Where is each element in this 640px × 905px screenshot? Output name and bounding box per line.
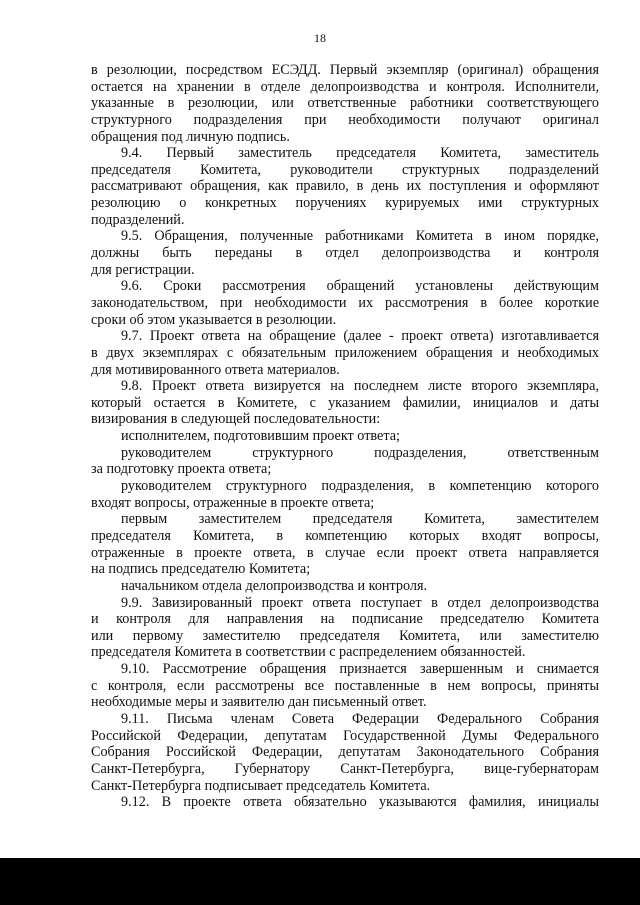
text-line: Российской Федерации, депутатам Государственной Думы Федерального: [91, 727, 599, 744]
text-line: входят вопросы, отраженные в проекте ответа;: [91, 494, 375, 511]
document-body: [91, 62, 599, 811]
text-line: председателя Комитета, в компетенцию которых входят вопросы,: [91, 527, 599, 544]
text-line: 9.6. Сроки рассмотрения обращений установлены действующим: [121, 278, 599, 295]
text-line: 9.8. Проект ответа визируется на последнем листе второго экземпляра,: [121, 378, 599, 395]
text-line: начальником отдела делопроизводства и контроля.: [121, 577, 428, 594]
text-line: на подпись председателю Комитета;: [91, 561, 311, 578]
scan-border: [0, 858, 640, 905]
text-line: 9.11. Письма членам Совета Федерации Федерального Собрания: [121, 710, 599, 727]
text-line: 9.4. Первый заместитель председателя Комитета, заместитель: [121, 145, 599, 162]
text-line: и контроля для направления на подписание председателю Комитета: [91, 611, 599, 628]
text-line: 9.5. Обращения, полученные работниками Комитета в ином порядке,: [121, 228, 599, 245]
text-line: за подготовку проекта ответа;: [91, 461, 272, 478]
text-line: сроки об этом указывается в резолюции.: [91, 311, 337, 328]
text-line: визирования в следующей последовательности:: [91, 411, 381, 428]
text-line: в резолюции, посредством ЕСЭДД. Первый экземпляр (оригинал) обращения: [91, 62, 599, 78]
text-line: Собрания Российской Федерации, депутатам Законодательного Собрания: [91, 744, 599, 761]
text-line: законодательством, при необходимости их рассмотрения в более короткие: [91, 294, 599, 311]
text-line: первым заместителем председателя Комитета, заместителем: [121, 511, 599, 528]
text-line: 9.12. В проекте ответа обязательно указываются фамилия, инициалы: [121, 794, 599, 811]
text-line: рассматривают обращения, как правило, в день их поступления и оформляют: [91, 178, 599, 195]
text-line: структурного подразделения при необходимости получают оригинал: [91, 111, 599, 128]
text-line: председателя Комитета в соответствии с распределением обязанностей.: [91, 644, 526, 661]
text-line: 9.9. Завизированный проект ответа поступает в отдел делопроизводства: [121, 594, 599, 611]
text-line: исполнителем, подготовившим проект ответа;: [121, 428, 400, 445]
text-line: руководителем структурного подразделения, в компетенцию которого: [121, 478, 599, 495]
text-line: с контроля, если рассмотрены все поставленные в нем вопросы, приняты: [91, 677, 599, 694]
text-line: для регистрации.: [91, 261, 195, 278]
text-line: обращения под личную подпись.: [91, 128, 290, 145]
page-number: 18: [314, 31, 326, 45]
text-line: Санкт-Петербурга подписывает председатель Комитета.: [91, 777, 431, 794]
text-line: подразделений.: [91, 211, 185, 228]
text-line: необходимые меры и заявителю дан письменный ответ.: [91, 694, 427, 711]
text-line: резолюцию о конкретных поручениях курируемых ими структурных: [91, 195, 599, 212]
text-line: должны быть переданы в отдел делопроизводства и контроля: [91, 245, 599, 262]
text-line: в двух экземплярах с обязательным приложением обращения и необходимых: [91, 344, 599, 361]
text-line: указанные в резолюции, или ответственные работники соответствующего: [91, 95, 599, 112]
text-line: или первому заместителю председателя Комитета, или заместителю: [91, 627, 599, 644]
text-line: председателя Комитета, руководители структурных подразделений: [91, 161, 599, 178]
text-line: 9.10. Рассмотрение обращения признается завершенным и снимается: [121, 661, 599, 678]
text-line: Санкт-Петербурга, Губернатору Санкт-Петербурга, вице-губернаторам: [91, 760, 599, 777]
text-line: 9.7. Проект ответа на обращение (далее - проект ответа) изготавливается: [121, 328, 599, 345]
text-line: который остается в Комитете, с указанием фамилии, инициалов и даты: [91, 394, 599, 411]
text-line: остается на хранении в отделе делопроизводства и контроля. Исполнители,: [91, 78, 599, 95]
text-line: руководителем структурного подразделения, ответственным: [121, 444, 599, 461]
text-line: для мотивированного ответа материалов.: [91, 361, 340, 378]
text-line: отраженные в проекте ответа, в случае если проект ответа направляется: [91, 544, 599, 561]
